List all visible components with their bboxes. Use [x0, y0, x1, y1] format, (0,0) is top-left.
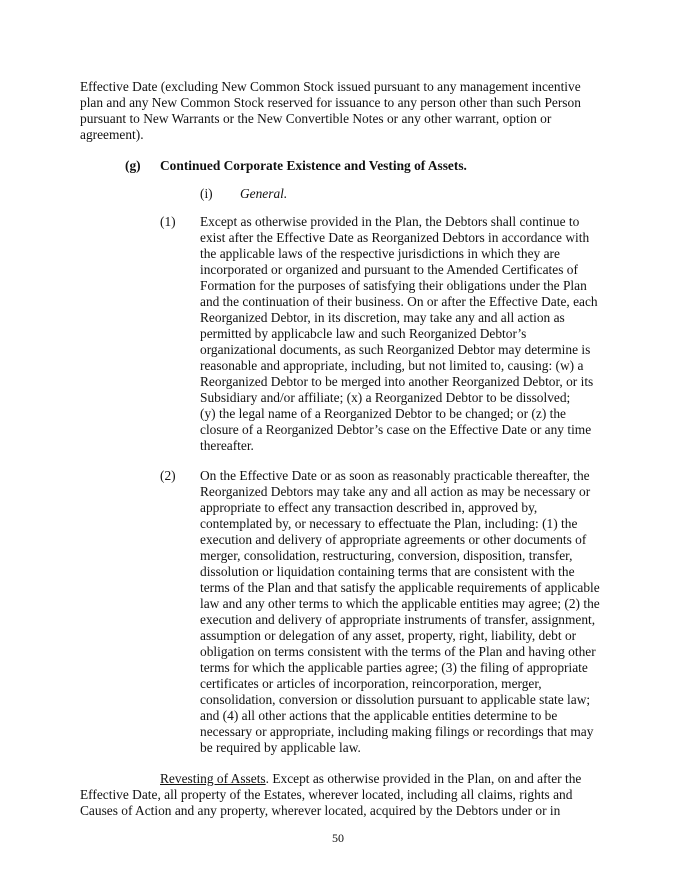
item1-line: Except as otherwise provided in the Plan, the Debtors shall continue to	[200, 214, 580, 229]
item1-line: organizational documents, as such Reorganized Debtor may determine is	[200, 342, 591, 357]
item2-line: contemplated by, or necessary to effectuate the Plan, including: (1) the	[200, 516, 578, 531]
item2-line: On the Effective Date or as soon as reasonably practicable thereafter, the	[200, 468, 590, 483]
section-title: Continued Corporate Existence and Vesting of Assets.	[160, 158, 467, 173]
item2-line: law and any other terms to which the applicable entities may agree; (2) the	[200, 596, 600, 611]
intro-line-3: pursuant to New Warrants or the New Convertible Notes or any other warrant, option or	[80, 111, 552, 126]
item2-line: appropriate to effect any transaction described in, approved by,	[200, 500, 538, 515]
subsection-title: General.	[240, 186, 288, 201]
page-number: 50	[332, 831, 344, 845]
section-label: (g)	[125, 158, 141, 173]
item2-line: assumption or delegation of any asset, property, right, liability, debt or	[200, 628, 577, 643]
revesting-first-line-rest: . Except as otherwise provided in the Plan, on and after the	[265, 771, 582, 786]
revesting-line: Causes of Action and any property, wherever located, acquired by the Debtors under or in	[80, 803, 561, 818]
subsection-label: (i)	[200, 186, 213, 201]
item1-line: Formation for the purposes of satisfying their obligations under the Plan	[200, 278, 587, 293]
item1-line: closure of a Reorganized Debtor’s case on the Effective Date or any time	[200, 422, 592, 437]
item2-line: dissolution or liquidation containing terms that are consistent with the	[200, 564, 575, 579]
item1-line: the applicable laws of the respective jurisdictions in which they are	[200, 246, 560, 261]
intro-line-4: agreement).	[80, 127, 144, 142]
item1-line: reasonable and appropriate, including, but not limited to, causing: (w) a	[200, 358, 584, 373]
intro-line-2: plan and any New Common Stock reserved for issuance to any person other than such Person	[80, 95, 581, 110]
item2-line: execution and delivery of appropriate agreements or other documents of	[200, 532, 587, 547]
item2-line: terms for which the applicable parties agree; (3) the filing of appropriate	[200, 660, 588, 675]
item1-line: incorporated or organized and pursuant to the Amended Certificates of	[200, 262, 578, 277]
item1-line: Reorganized Debtor, in its discretion, may take any and all action as	[200, 310, 565, 325]
item1-line: exist after the Effective Date as Reorganized Debtors in accordance with	[200, 230, 590, 245]
item2-line: be required by applicable law.	[200, 740, 361, 755]
item1-line: thereafter.	[200, 438, 254, 453]
revesting-line: Effective Date, all property of the Estates, wherever located, including all claims, rights and	[80, 787, 573, 802]
item1-line: permitted by applicabcle law and such Reorganized Debtor’s	[200, 326, 527, 341]
item1-line: and the continuation of their business. On or after the Effective Date, each	[200, 294, 598, 309]
item2-line: necessary or appropriate, including making filings or recordings that may	[200, 724, 594, 739]
item2-line: merger, consolidation, restructuring, conversion, disposition, transfer,	[200, 548, 573, 563]
item2-line: certificates or articles of incorporation, reincorporation, merger,	[200, 676, 542, 691]
item1-line: Subsidiary and/or affiliate; (x) a Reorganized Debtor to be dissolved;	[200, 390, 571, 405]
revesting-first-line	[160, 771, 581, 786]
item1-line: Reorganized Debtor to be merged into another Reorganized Debtor, or its	[200, 374, 594, 389]
item2-line: execution and delivery of appropriate instruments of transfer, assignment,	[200, 612, 596, 627]
item2-line: and (4) all other actions that the applicable entities determine to be	[200, 708, 558, 723]
revesting-heading: Revesting of Assets	[160, 771, 266, 786]
item2-line: consolidation, conversion or dissolution pursuant to applicable state law;	[200, 692, 591, 707]
item2-line: obligation on terms consistent with the terms of the Plan and having other	[200, 644, 596, 659]
intro-line-1: Effective Date (excluding New Common Stock issued pursuant to any management incentive	[80, 79, 581, 94]
item2-line: terms of the Plan and that satisfy the applicable requirements of applicable	[200, 580, 600, 595]
item1-line: (y) the legal name of a Reorganized Debtor to be changed; or (z) the	[200, 406, 566, 421]
item2-line: Reorganized Debtors may take any and all action as may be necessary or	[200, 484, 591, 499]
item2-label: (2)	[160, 468, 176, 483]
item1-label: (1)	[160, 214, 176, 229]
